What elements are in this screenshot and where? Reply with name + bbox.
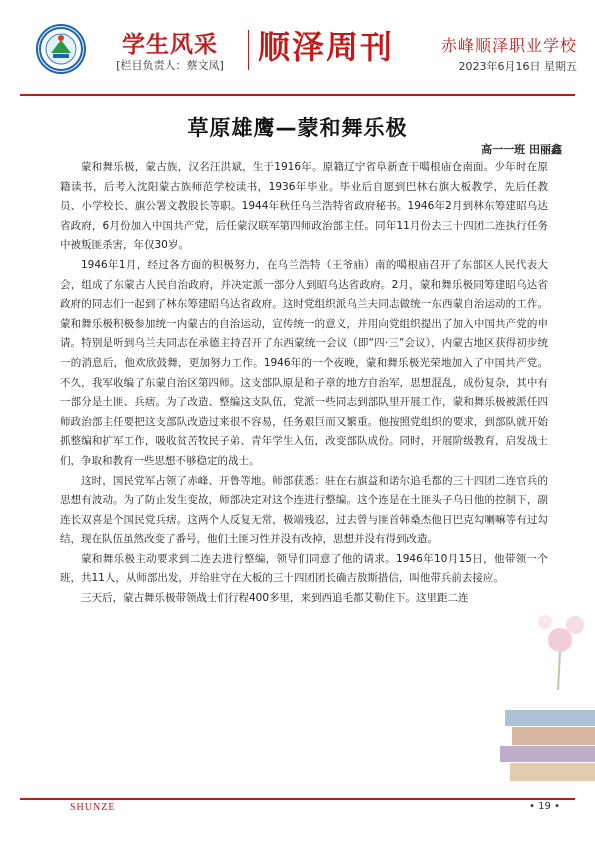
books-flowers-decoration-icon xyxy=(500,600,595,800)
column-editor: [栏目负责人：蔡文凤] xyxy=(116,59,224,72)
header-divider xyxy=(248,30,249,70)
article-paragraph: 蒙和舞乐极主动要求到二连去进行整编，领导们同意了他的请求。1946年10月15日，他带领一个班，共11人，从师部出发，并给驻守在大板的三十四团团长确吉敖斯措信，叫他带兵前去接应。 xyxy=(60,552,548,585)
footer-rule xyxy=(20,798,575,800)
column-name: 学生风采 xyxy=(122,32,218,58)
school-name: 赤峰顺泽职业学校 xyxy=(440,36,577,55)
article-body xyxy=(60,158,548,609)
article-paragraph: 1946年1月，经过各方面的积极努力，在乌兰浩特（王爷庙）南的噶根庙召开了东部区人民代表大会，组成了东蒙古人民自治政府，并决定派一部分人到昭乌达省政府。2月，蒙和舞乐极同筹建昭乌达省政府的同志们一起到了林东筹建昭乌达省政府。这时党组织派乌兰夫同志做统一东西蒙自治运动的工作。蒙和舞乐极积极参加统一内蒙古的自治运动，宣传统一的意义，并用向党组织提出了加入中国共产党的申请。特别是听到乌兰夫同志在承德主持召开了东西蒙统一会议（即“四·三”会议），内蒙古地区获得初步统一的消息后，他欢欣鼓舞，更加努力工作。1946年的一个夜晚，蒙和舞乐极光荣地加入了中国共产党。不久，我军收编了东蒙自治区第四师。这支部队原是和子章的地方自治军，思想混乱，成份复杂，其中有一部分是土匪、兵痞。为了改造、整编这支队伍，党派一些同志到部队里开展工作，蒙和舞乐极被派任四师政治部主任要把这支部队改造过来很不容易，任务艰巨而又繁重。他按照党组织的要求，到部队就开始抓整编和扩军工作，吸收贫苦牧民子弟、青年学生入伍，改变部队成份。同时，开展阶级教育，启发战士们，争取和教育一些思想不够稳定的战士。 xyxy=(60,258,548,467)
article-paragraph: 这时，国民党军占领了赤峰、开鲁等地。师部获悉：驻在右旗益和诺尔追毛都的三十四团二连官兵的思想有波动。为了防止发生变故，师部决定对这个连进行整编。这个连是在土匪头子乌日他的控制下，副连长双喜是个国民党兵痞。这两个人反复无常，极端残忍，过去曾与匪首韩桑杰他日巴克勾喇嘛等有过勾结，现在队伍虽然改变了番号，他们土匪习性并没有改掉，思想并没有得到改造。 xyxy=(60,474,548,546)
article-paragraph: 蒙和舞乐极，蒙古族，汉名汪洪斌，生于1916年。原籍辽宁省阜新查干噶根庙仓南面。少年时在原籍读书，后考入沈阳蒙古族师范学校读书，1936年毕业。毕业后自愿到巴林右旗大板教学，先后任教员、小学校长、旗公署文教股长等职。1944年秋任乌兰浩特省政府秘书。1946年2月到林东筹建昭乌达省政府，6月份加入中国共产党，后任蒙汉联军第四师政治部主任。同年11月份去三十四团二连执行任务中被叛匪杀害，年仅30岁。 xyxy=(60,161,548,252)
article-title: 草原雄鹰—蒙和舞乐极 xyxy=(187,116,408,140)
page-number: • 19 • xyxy=(529,801,560,812)
article-byline: 高一一班 田丽鑫 xyxy=(481,143,562,156)
issue-date: 2023年6月16日 星期五 xyxy=(458,60,577,73)
publication-name: 顺泽周刊 xyxy=(258,28,395,66)
article-paragraph: 三天后，蒙古舞乐极带领战士们行程400多里，来到西追毛都艾勒住下。这里距二连 xyxy=(81,592,469,605)
footer-brand: SHUNZE xyxy=(70,802,116,813)
school-logo-icon xyxy=(36,24,86,74)
page-header xyxy=(0,0,595,96)
header-rule xyxy=(20,94,575,96)
